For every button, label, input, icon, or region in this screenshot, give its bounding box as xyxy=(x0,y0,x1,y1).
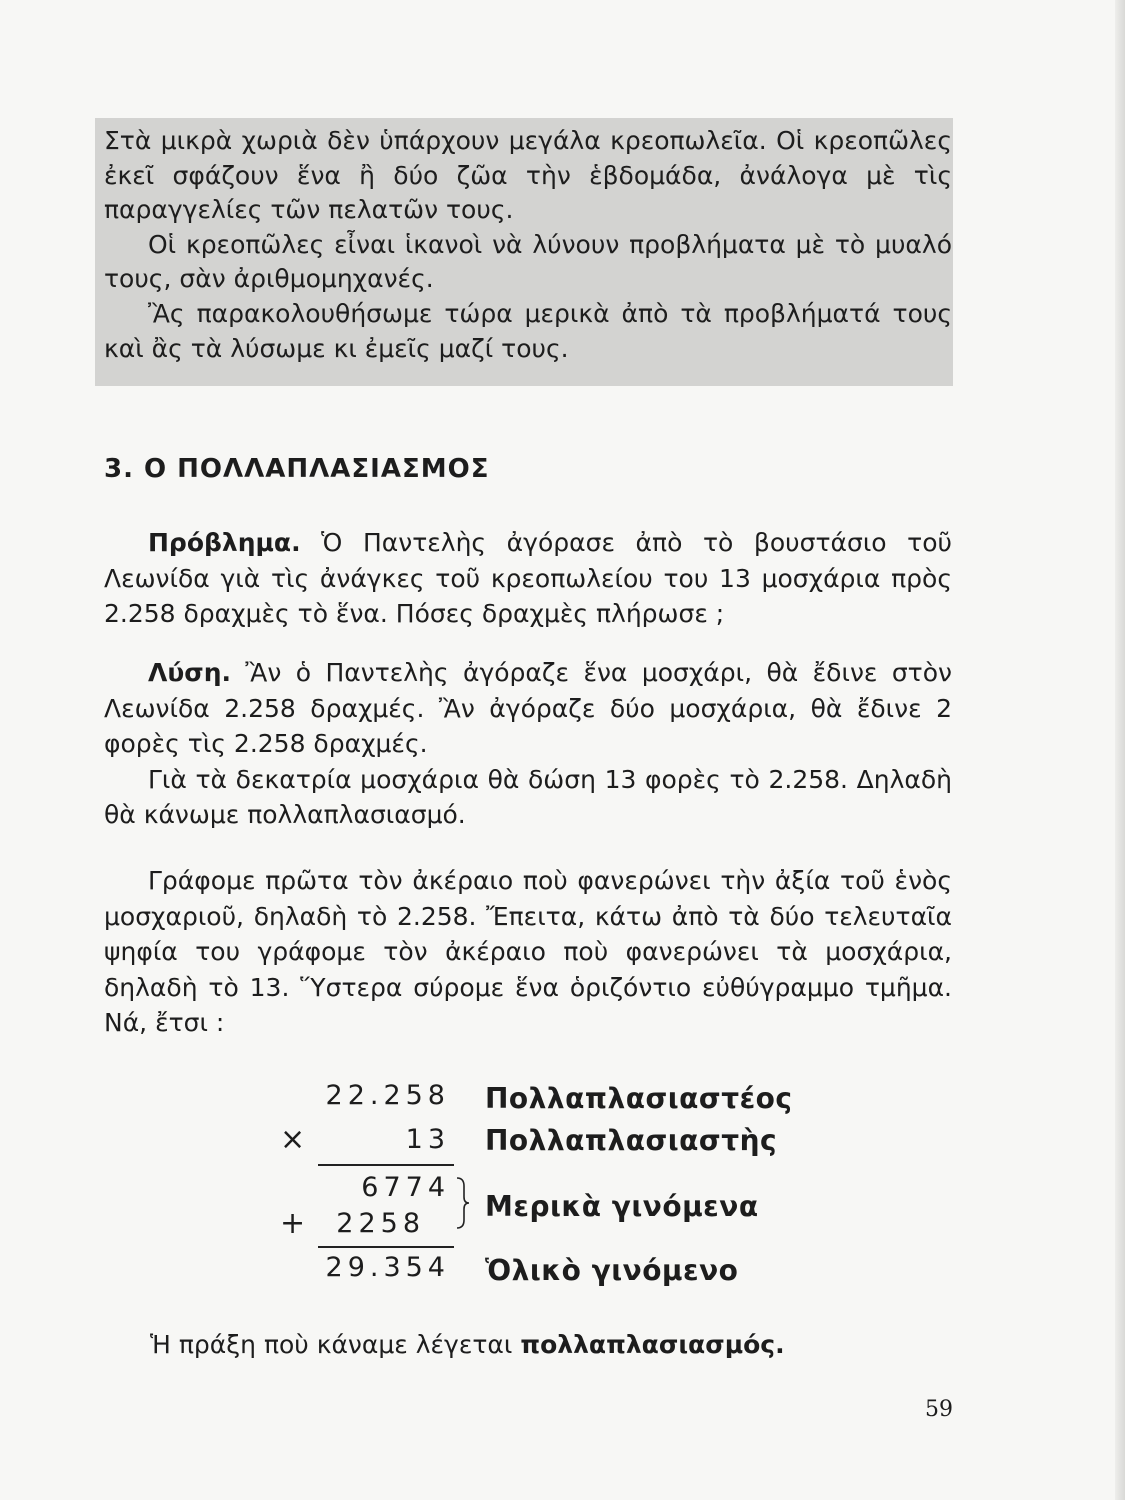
partial-products-label: Μερικὰ γινόμενα xyxy=(485,1190,759,1223)
solution-block xyxy=(104,655,952,833)
conclusion xyxy=(150,1330,785,1359)
solution-text-2: Γιὰ τὰ δεκατρία μοσχάρια θὰ δώση 13 φορὲς τὸ 2.258. Δηλαδὴ θὰ κάνωμε πολλαπλασιασμό. xyxy=(104,764,952,829)
problem-label: Πρόβλημα. xyxy=(148,528,301,557)
multiplicand: 22.258 xyxy=(325,1080,450,1111)
total-product-label: Ὁλικὸ γινόμενο xyxy=(485,1254,739,1287)
multiplicand-label: Πολλαπλασιαστέος xyxy=(485,1082,793,1115)
multiplication-layout xyxy=(250,1080,850,1290)
multiplier: 13 xyxy=(405,1124,450,1155)
partial-product-1: 6774 xyxy=(361,1172,450,1203)
problem-text: Ὁ Παντελὴς ἀγόρασε ἀπὸ τὸ βουστάσιο τοῦ Λεωνίδα γιὰ τὶς ἀνάγκες τοῦ κρεοπωλείου του 13 μοσχάρια πρὸς 2.258 δραχμὲς τὸ ἕνα. Πόσες δραχμὲς πλήρωσε ; xyxy=(104,528,952,628)
first-rule xyxy=(318,1164,454,1166)
problem-block xyxy=(104,525,952,632)
intro-paragraph-1: Στὰ μικρὰ χωριὰ δὲν ὑπάρχουν μεγάλα κρεοπωλεῖα. Οἱ κρεοπῶλες ἐκεῖ σφάζουν ἕνα ἢ δύο ζῶα τὴν ἑβδομάδα, ἀνάλογα μὲ τὶς παραγγελίες τῶν πελατῶν τους. xyxy=(104,126,952,225)
explanation-block xyxy=(104,863,952,1041)
explanation-text: Γράφομε πρῶτα τὸν ἀκέραιο ποὺ φανερώνει τὴν ἀξία τοῦ ἑνὸς μοσχαριοῦ, δηλαδὴ τὸ 2.258. Ἔπειτα, κάτω ἀπὸ τὰ δύο τελευταῖα ψηφία του γράφομε τὸν ἀκέραιο ποὺ φανερώνει τὰ μοσχάρια, δηλαδὴ τὸ 13. Ὕστερα σύρομε ἕνα ὁριζόντιο εὐθύγραμμο τμῆμα. Νά, ἔτσι : xyxy=(104,866,952,1037)
second-rule xyxy=(318,1246,454,1248)
solution-text: Ἂν ὁ Παντελὴς ἀγόραζε ἕνα μοσχάρι, θὰ ἔδινε στὸν Λεωνίδα 2.258 δραχμές. Ἂν ἀγόραζε δύο μοσχάρια, θὰ ἔδινε 2 φορὲς τὶς 2.258 δραχμές. xyxy=(104,658,952,758)
plus-sign: + xyxy=(280,1206,306,1241)
multiplier-label: Πολλαπλασιαστὴς xyxy=(485,1124,778,1157)
right-brace-icon xyxy=(455,1176,471,1230)
conclusion-text: Ἡ πράξη ποὺ κάναμε λέγεται xyxy=(150,1330,521,1359)
page-edge xyxy=(1115,0,1125,1500)
partial-product-2: 2258 xyxy=(336,1208,425,1239)
total-product: 29.354 xyxy=(325,1252,450,1283)
intro-paragraph-3: Ἂς παρακολουθήσωμε τώρα μερικὰ ἀπὸ τὰ προβλήματά τους καὶ ἂς τὰ λύσωμε κι ἐμεῖς μαζί τους. xyxy=(104,298,952,363)
page-number: 59 xyxy=(925,1397,953,1422)
intro-text xyxy=(104,124,952,366)
solution-label: Λύση. xyxy=(148,658,231,687)
times-sign: × xyxy=(280,1122,306,1157)
intro-paragraph-2: Οἱ κρεοπῶλες εἶναι ἱκανοὶ νὰ λύνουν προβλήματα μὲ τὸ μυαλό τους, σὰν ἀριθμομηχανές. xyxy=(104,229,952,294)
section-title: 3. Ο ΠΟΛΛΑΠΛΑΣΙΑΣΜΟΣ xyxy=(104,454,490,484)
conclusion-term: πολλαπλασιασμός. xyxy=(520,1330,785,1359)
